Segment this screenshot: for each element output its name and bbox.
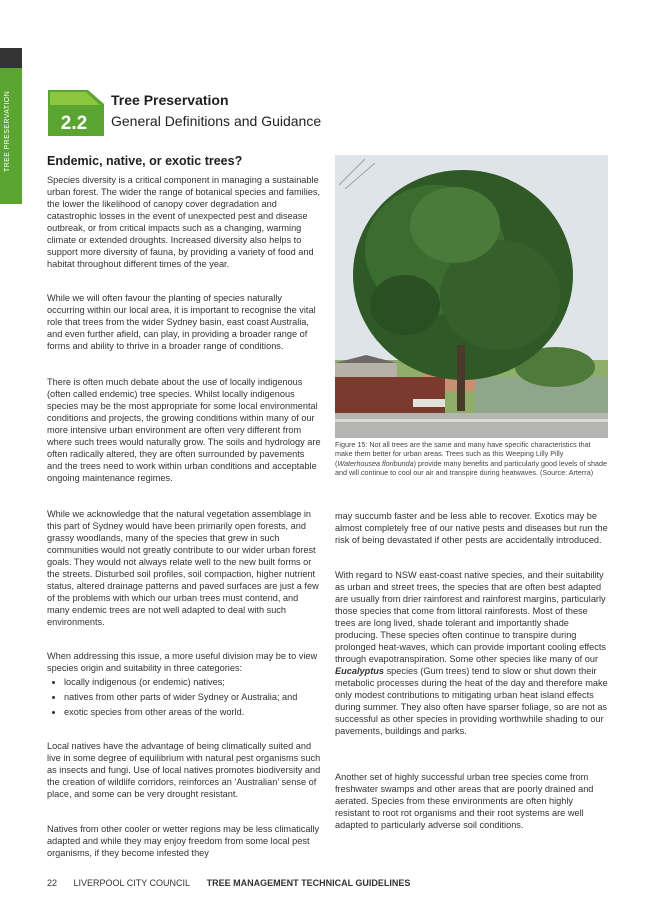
paragraph-text: species (Gum trees) tend to slow or shut down their metabolic processes during the heat of the day and therefore make only modest contributions to mitigating urban heat island effects during summer. They also often have sparser foliage, so are not as successful as other species in providing worthwhile shading to our pavements, buildings and parks. [335,666,608,736]
genus-name: Eucalyptus [335,666,385,676]
list-item: • locally indigenous (or endemic) natives; [64,676,324,688]
left-paragraph-5: When addressing this issue, a more useful division may be to view species origin and suitability in three categories: [47,651,318,673]
right-paragraph-3: Another set of highly successful urban tree species come from freshwater swamps and other areas that are poorly drained and aerated. Species from these environments are often highly resistant to root rot organisms and their root systems are well adapted to particularly adverse soil conditions. [335,772,594,830]
list-item: • natives from other parts of wider Sydney or Australia; and [64,691,324,703]
list-item: • exotic species from other areas of the world. [64,706,324,718]
category-list [50,676,324,721]
left-paragraph-3: There is often much debate about the use of locally indigenous (often called endemic) tree species. Whilst locally indigenous species may be the most appropriate for some local environmental conditions and projects, the growing conditions within many of our more intensive urban environment are often very different from where such trees would naturally grow. The soils and hydrology are often radically altered, they are often surrounded by pavements and the trees need to work within urban conditions and acceptable ongoing maintenance regimes. [47,377,321,483]
paragraph-text: With regard to NSW east-coast native species, and their suitability as urban and street trees, the species that are often best adapted are usually from drier rainforest and rainforest margins, particularly those species that come from littoral rainforests. Most of these trees are long lived, shade tolerant and importantly shade producing. These species often continue to transpire during prolonged heat-waves, which can provide important cooling effects through evapotranspiration. Some other species like many of our [335,570,607,664]
right-paragraph-1: may succumb faster and be less able to recover. Exotics may be almost completely free of our native pests and diseases but run the risk of being devastated if other pests are accidentally introduced. [335,511,608,545]
side-tab-label: TREE PRESERVATION [4,90,11,172]
left-paragraph-4: While we acknowledge that the natural vegetation assemblage in this part of Sydney would have been primarily open forests, and grassy woodlands, many of the species that grew in such communities would not greatly contribute to our wider urban forest goals. They would not always relate well to the new built forms or the streets. Disturbed soil profiles, soil compaction, higher nutrient status, altered drainage patterns and paved surfaces are just a few of the problems with which our urban trees must contend, and many endemic trees are not well adapted to deal with such environments. [47,509,319,627]
left-paragraph-6: Local natives have the advantage of being climatically suited and live in some degree of equilibrium with natural pest organisms such as insects and fungi. Use of local natives promotes biodiversity and the creation of wildlife corridors, reinforces an ‘Australian’ sense of place, and some can be very drought resistant. [47,741,321,799]
document-title: TREE MANAGEMENT TECHNICAL GUIDELINES [206,878,411,888]
section-number: 2.2 [60,113,88,134]
left-paragraph-2: While we will often favour the planting of species naturally occurring within our local area, it is important to recognise the vital role that trees from the wider Sydney basin, east coast Australia, and even further afield, can play, in providing a broader range of forms and ability to thrive in a broader range of conditions. [47,293,316,351]
caption-text: ) provide many benefits and particularly good levels of shade and will continue to cool our air and transpire during heatwaves. (Source: Arterra) [335,458,607,477]
page-tab-marker [0,48,22,68]
caption-species-name: Waterhousea floribunda [337,458,414,468]
page-subtitle: General Definitions and Guidance [111,113,322,129]
caption-text: Figure 15: Not all trees are the same and many have specific characteristics that make them better for urban areas. Trees such as this Weeping Lilly Pilly ( [335,440,591,468]
council-name: LIVERPOOL CITY COUNCIL [73,878,191,888]
right-paragraph-2 [335,569,608,737]
page-title: Tree Preservation [111,92,229,108]
figure-caption [335,440,610,477]
tree-photo [335,155,608,438]
left-paragraph-7: Natives from other cooler or wetter regions may be less climatically adapted and while they may enjoy freedom from some local pest organisms, if they become infested they [47,824,320,858]
section-heading: Endemic, native, or exotic trees? [47,154,243,168]
page-footer [47,878,424,888]
left-paragraph-1: Species diversity is a critical component in managing a sustainable urban forest. The wider the range of botanical species and families, the lower the likelihood of canopy cover degradation and catastrophic losses in the event of unexpected pest and disease outbreak, or from critical impacts such as a changing, warming climate or extended droughts. Increased diversity also helps to support more diversity of fauna, by providing a variety of food and habitat throughout different times of the year. [47,175,321,269]
page-number: 22 [47,878,58,888]
